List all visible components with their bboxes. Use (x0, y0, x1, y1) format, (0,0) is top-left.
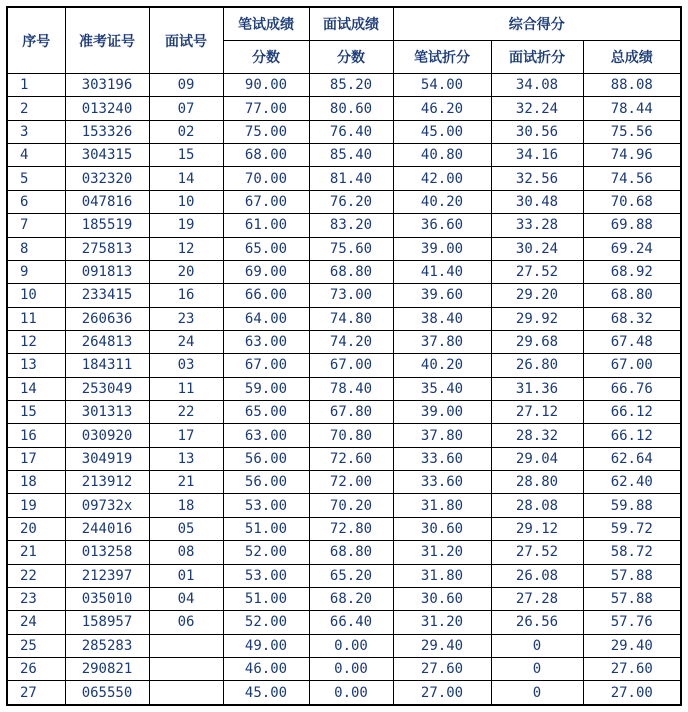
cell-interview-converted: 34.16 (491, 144, 583, 167)
cell-interview-score: 0.00 (309, 634, 393, 657)
table-row (7, 401, 681, 424)
cell-interview-no: 12 (149, 237, 223, 260)
cell-interview-score: 85.40 (309, 144, 393, 167)
cell-seq: 17 (7, 447, 65, 470)
cell-written-score: 75.00 (223, 120, 309, 143)
cell-written-score: 46.00 (223, 657, 309, 680)
table-row (7, 377, 681, 400)
cell-total: 57.88 (583, 564, 681, 587)
cell-written-converted: 40.80 (393, 144, 491, 167)
table-row (7, 611, 681, 634)
cell-written-score: 69.00 (223, 260, 309, 283)
cell-total: 66.12 (583, 401, 681, 424)
cell-written-score: 66.00 (223, 284, 309, 307)
cell-interview-no: 24 (149, 330, 223, 353)
cell-seq: 24 (7, 611, 65, 634)
header-exam-no: 准考证号 (65, 7, 149, 74)
cell-written-score: 77.00 (223, 97, 309, 120)
cell-total: 74.96 (583, 144, 681, 167)
cell-interview-converted: 27.28 (491, 587, 583, 610)
cell-interview-score: 76.20 (309, 190, 393, 213)
cell-interview-score: 67.80 (309, 401, 393, 424)
cell-written-converted: 37.80 (393, 424, 491, 447)
cell-exam-no: 244016 (65, 517, 149, 540)
cell-written-converted: 54.00 (393, 74, 491, 97)
cell-seq: 3 (7, 120, 65, 143)
cell-written-converted: 31.80 (393, 564, 491, 587)
cell-total: 69.24 (583, 237, 681, 260)
cell-total: 67.48 (583, 330, 681, 353)
table-row (7, 564, 681, 587)
cell-interview-converted: 26.56 (491, 611, 583, 634)
cell-exam-no: 285283 (65, 634, 149, 657)
cell-written-score: 70.00 (223, 167, 309, 190)
cell-interview-no: 04 (149, 587, 223, 610)
cell-interview-score: 80.60 (309, 97, 393, 120)
cell-total: 67.00 (583, 354, 681, 377)
cell-written-converted: 46.20 (393, 97, 491, 120)
cell-interview-converted: 27.12 (491, 401, 583, 424)
cell-written-converted: 33.60 (393, 447, 491, 470)
cell-written-score: 63.00 (223, 330, 309, 353)
cell-written-converted: 31.80 (393, 494, 491, 517)
cell-interview-score: 83.20 (309, 214, 393, 237)
table-row (7, 330, 681, 353)
cell-written-score: 59.00 (223, 377, 309, 400)
header-written-group: 笔试成绩 (223, 7, 309, 41)
header-interview-no: 面试号 (149, 7, 223, 74)
cell-exam-no: 091813 (65, 260, 149, 283)
cell-total: 88.08 (583, 74, 681, 97)
cell-interview-no: 22 (149, 401, 223, 424)
cell-interview-converted: 29.92 (491, 307, 583, 330)
table-row (7, 120, 681, 143)
table-row (7, 144, 681, 167)
cell-exam-no: 212397 (65, 564, 149, 587)
cell-seq: 5 (7, 167, 65, 190)
header-row-top (7, 7, 681, 41)
cell-seq: 7 (7, 214, 65, 237)
cell-written-score: 61.00 (223, 214, 309, 237)
cell-seq: 14 (7, 377, 65, 400)
cell-total: 78.44 (583, 97, 681, 120)
cell-seq: 18 (7, 471, 65, 494)
cell-interview-no: 07 (149, 97, 223, 120)
cell-exam-no: 304919 (65, 447, 149, 470)
cell-seq: 10 (7, 284, 65, 307)
cell-written-converted: 41.40 (393, 260, 491, 283)
cell-interview-converted: 34.08 (491, 74, 583, 97)
cell-written-converted: 37.80 (393, 330, 491, 353)
cell-interview-score: 68.80 (309, 541, 393, 564)
cell-interview-score: 70.80 (309, 424, 393, 447)
header-interview-score: 分数 (309, 41, 393, 74)
cell-interview-converted: 30.24 (491, 237, 583, 260)
cell-interview-converted: 28.32 (491, 424, 583, 447)
cell-written-score: 49.00 (223, 634, 309, 657)
cell-total: 57.76 (583, 611, 681, 634)
cell-interview-score: 72.60 (309, 447, 393, 470)
cell-interview-converted: 27.52 (491, 541, 583, 564)
cell-seq: 23 (7, 587, 65, 610)
cell-exam-no: 032320 (65, 167, 149, 190)
cell-interview-score: 72.00 (309, 471, 393, 494)
cell-interview-score: 65.20 (309, 564, 393, 587)
cell-interview-no: 16 (149, 284, 223, 307)
cell-interview-converted: 31.36 (491, 377, 583, 400)
cell-seq: 22 (7, 564, 65, 587)
header-interview-converted: 面试折分 (491, 41, 583, 74)
cell-interview-converted: 33.28 (491, 214, 583, 237)
cell-written-score: 64.00 (223, 307, 309, 330)
cell-interview-converted: 0 (491, 681, 583, 705)
cell-total: 68.80 (583, 284, 681, 307)
cell-interview-score: 66.40 (309, 611, 393, 634)
cell-interview-converted: 0 (491, 657, 583, 680)
cell-written-converted: 33.60 (393, 471, 491, 494)
cell-interview-no: 18 (149, 494, 223, 517)
table-row (7, 587, 681, 610)
cell-interview-converted: 29.20 (491, 284, 583, 307)
cell-exam-no: 09732x (65, 494, 149, 517)
cell-interview-no: 10 (149, 190, 223, 213)
cell-written-converted: 40.20 (393, 190, 491, 213)
cell-interview-converted: 30.48 (491, 190, 583, 213)
cell-written-score: 52.00 (223, 541, 309, 564)
cell-seq: 4 (7, 144, 65, 167)
cell-seq: 16 (7, 424, 65, 447)
cell-written-score: 63.00 (223, 424, 309, 447)
table-row (7, 657, 681, 680)
cell-seq: 12 (7, 330, 65, 353)
cell-total: 70.68 (583, 190, 681, 213)
cell-interview-score: 85.20 (309, 74, 393, 97)
cell-interview-score: 72.80 (309, 517, 393, 540)
cell-total: 68.92 (583, 260, 681, 283)
cell-written-score: 53.00 (223, 564, 309, 587)
cell-total: 27.00 (583, 681, 681, 705)
cell-interview-score: 74.20 (309, 330, 393, 353)
cell-interview-no (149, 657, 223, 680)
cell-interview-no: 05 (149, 517, 223, 540)
cell-interview-no: 01 (149, 564, 223, 587)
cell-written-converted: 42.00 (393, 167, 491, 190)
table-row (7, 447, 681, 470)
cell-total: 62.64 (583, 447, 681, 470)
cell-interview-no (149, 681, 223, 705)
cell-written-score: 90.00 (223, 74, 309, 97)
cell-interview-no: 21 (149, 471, 223, 494)
cell-interview-converted: 28.80 (491, 471, 583, 494)
cell-interview-no: 20 (149, 260, 223, 283)
cell-exam-no: 185519 (65, 214, 149, 237)
cell-interview-no: 06 (149, 611, 223, 634)
header-total: 总成绩 (583, 41, 681, 74)
cell-total: 29.40 (583, 634, 681, 657)
cell-interview-converted: 30.56 (491, 120, 583, 143)
cell-exam-no: 260636 (65, 307, 149, 330)
cell-total: 68.32 (583, 307, 681, 330)
cell-written-score: 68.00 (223, 144, 309, 167)
cell-written-score: 67.00 (223, 190, 309, 213)
cell-interview-score: 75.60 (309, 237, 393, 260)
cell-exam-no: 213912 (65, 471, 149, 494)
cell-exam-no: 047816 (65, 190, 149, 213)
cell-exam-no: 290821 (65, 657, 149, 680)
cell-exam-no: 184311 (65, 354, 149, 377)
table-body (7, 74, 681, 706)
cell-interview-no: 11 (149, 377, 223, 400)
cell-interview-score: 0.00 (309, 657, 393, 680)
table-row (7, 471, 681, 494)
cell-total: 74.56 (583, 167, 681, 190)
cell-seq: 11 (7, 307, 65, 330)
cell-written-converted: 27.00 (393, 681, 491, 705)
cell-interview-score: 78.40 (309, 377, 393, 400)
cell-interview-converted: 27.52 (491, 260, 583, 283)
cell-exam-no: 253049 (65, 377, 149, 400)
cell-seq: 27 (7, 681, 65, 705)
table-row (7, 97, 681, 120)
cell-written-score: 56.00 (223, 471, 309, 494)
header-interview-group: 面试成绩 (309, 7, 393, 41)
cell-seq: 13 (7, 354, 65, 377)
cell-interview-no: 15 (149, 144, 223, 167)
cell-written-converted: 27.60 (393, 657, 491, 680)
table-row (7, 307, 681, 330)
cell-written-converted: 38.40 (393, 307, 491, 330)
cell-written-score: 53.00 (223, 494, 309, 517)
table-row (7, 214, 681, 237)
cell-interview-score: 74.80 (309, 307, 393, 330)
score-table (6, 6, 682, 706)
table-row (7, 517, 681, 540)
table-row (7, 260, 681, 283)
cell-interview-score: 76.40 (309, 120, 393, 143)
cell-exam-no: 301313 (65, 401, 149, 424)
table-row (7, 167, 681, 190)
cell-interview-score: 67.00 (309, 354, 393, 377)
cell-written-converted: 31.20 (393, 611, 491, 634)
cell-exam-no: 264813 (65, 330, 149, 353)
cell-written-converted: 40.20 (393, 354, 491, 377)
cell-total: 59.88 (583, 494, 681, 517)
cell-interview-converted: 29.04 (491, 447, 583, 470)
cell-total: 62.40 (583, 471, 681, 494)
table-header (7, 7, 681, 74)
cell-seq: 9 (7, 260, 65, 283)
cell-interview-converted: 29.68 (491, 330, 583, 353)
cell-interview-converted: 26.80 (491, 354, 583, 377)
cell-written-converted: 39.60 (393, 284, 491, 307)
cell-written-converted: 35.40 (393, 377, 491, 400)
cell-written-score: 67.00 (223, 354, 309, 377)
cell-written-score: 52.00 (223, 611, 309, 634)
header-written-score: 分数 (223, 41, 309, 74)
cell-exam-no: 035010 (65, 587, 149, 610)
cell-total: 66.76 (583, 377, 681, 400)
cell-total: 75.56 (583, 120, 681, 143)
cell-written-score: 65.00 (223, 237, 309, 260)
cell-interview-converted: 32.56 (491, 167, 583, 190)
table-row (7, 284, 681, 307)
cell-seq: 25 (7, 634, 65, 657)
header-combined-group: 综合得分 (393, 7, 681, 41)
cell-exam-no: 304315 (65, 144, 149, 167)
table-row (7, 634, 681, 657)
cell-written-score: 56.00 (223, 447, 309, 470)
cell-seq: 6 (7, 190, 65, 213)
cell-interview-score: 73.00 (309, 284, 393, 307)
cell-interview-no: 19 (149, 214, 223, 237)
cell-total: 58.72 (583, 541, 681, 564)
cell-exam-no: 303196 (65, 74, 149, 97)
cell-total: 59.72 (583, 517, 681, 540)
table-row (7, 424, 681, 447)
cell-written-score: 65.00 (223, 401, 309, 424)
cell-interview-score: 0.00 (309, 681, 393, 705)
cell-written-converted: 39.00 (393, 401, 491, 424)
cell-interview-no: 17 (149, 424, 223, 447)
cell-interview-no: 23 (149, 307, 223, 330)
cell-interview-no (149, 634, 223, 657)
cell-written-converted: 29.40 (393, 634, 491, 657)
cell-interview-no: 13 (149, 447, 223, 470)
cell-written-converted: 30.60 (393, 587, 491, 610)
cell-interview-no: 02 (149, 120, 223, 143)
cell-interview-no: 03 (149, 354, 223, 377)
cell-interview-converted: 29.12 (491, 517, 583, 540)
cell-seq: 19 (7, 494, 65, 517)
cell-seq: 26 (7, 657, 65, 680)
cell-written-converted: 45.00 (393, 120, 491, 143)
cell-written-converted: 31.20 (393, 541, 491, 564)
cell-interview-score: 81.40 (309, 167, 393, 190)
cell-seq: 8 (7, 237, 65, 260)
cell-written-score: 51.00 (223, 517, 309, 540)
table-row (7, 354, 681, 377)
cell-total: 57.88 (583, 587, 681, 610)
cell-total: 66.12 (583, 424, 681, 447)
cell-seq: 15 (7, 401, 65, 424)
cell-interview-score: 68.80 (309, 260, 393, 283)
cell-exam-no: 275813 (65, 237, 149, 260)
table-row (7, 494, 681, 517)
cell-written-converted: 36.60 (393, 214, 491, 237)
cell-exam-no: 030920 (65, 424, 149, 447)
table-row (7, 237, 681, 260)
cell-exam-no: 158957 (65, 611, 149, 634)
cell-interview-no: 08 (149, 541, 223, 564)
table-row (7, 74, 681, 97)
cell-seq: 1 (7, 74, 65, 97)
table-row (7, 190, 681, 213)
cell-interview-no: 14 (149, 167, 223, 190)
cell-written-score: 51.00 (223, 587, 309, 610)
cell-exam-no: 065550 (65, 681, 149, 705)
header-written-converted: 笔试折分 (393, 41, 491, 74)
cell-interview-converted: 28.08 (491, 494, 583, 517)
cell-exam-no: 153326 (65, 120, 149, 143)
cell-interview-converted: 32.24 (491, 97, 583, 120)
cell-seq: 21 (7, 541, 65, 564)
cell-written-converted: 30.60 (393, 517, 491, 540)
cell-written-score: 45.00 (223, 681, 309, 705)
header-seq: 序号 (7, 7, 65, 74)
cell-interview-converted: 26.08 (491, 564, 583, 587)
cell-interview-score: 70.20 (309, 494, 393, 517)
cell-interview-no: 09 (149, 74, 223, 97)
cell-total: 27.60 (583, 657, 681, 680)
cell-exam-no: 233415 (65, 284, 149, 307)
cell-interview-converted: 0 (491, 634, 583, 657)
table-row (7, 541, 681, 564)
cell-seq: 20 (7, 517, 65, 540)
cell-seq: 2 (7, 97, 65, 120)
cell-exam-no: 013240 (65, 97, 149, 120)
cell-exam-no: 013258 (65, 541, 149, 564)
cell-interview-score: 68.20 (309, 587, 393, 610)
cell-written-converted: 39.00 (393, 237, 491, 260)
table-row (7, 681, 681, 705)
cell-total: 69.88 (583, 214, 681, 237)
